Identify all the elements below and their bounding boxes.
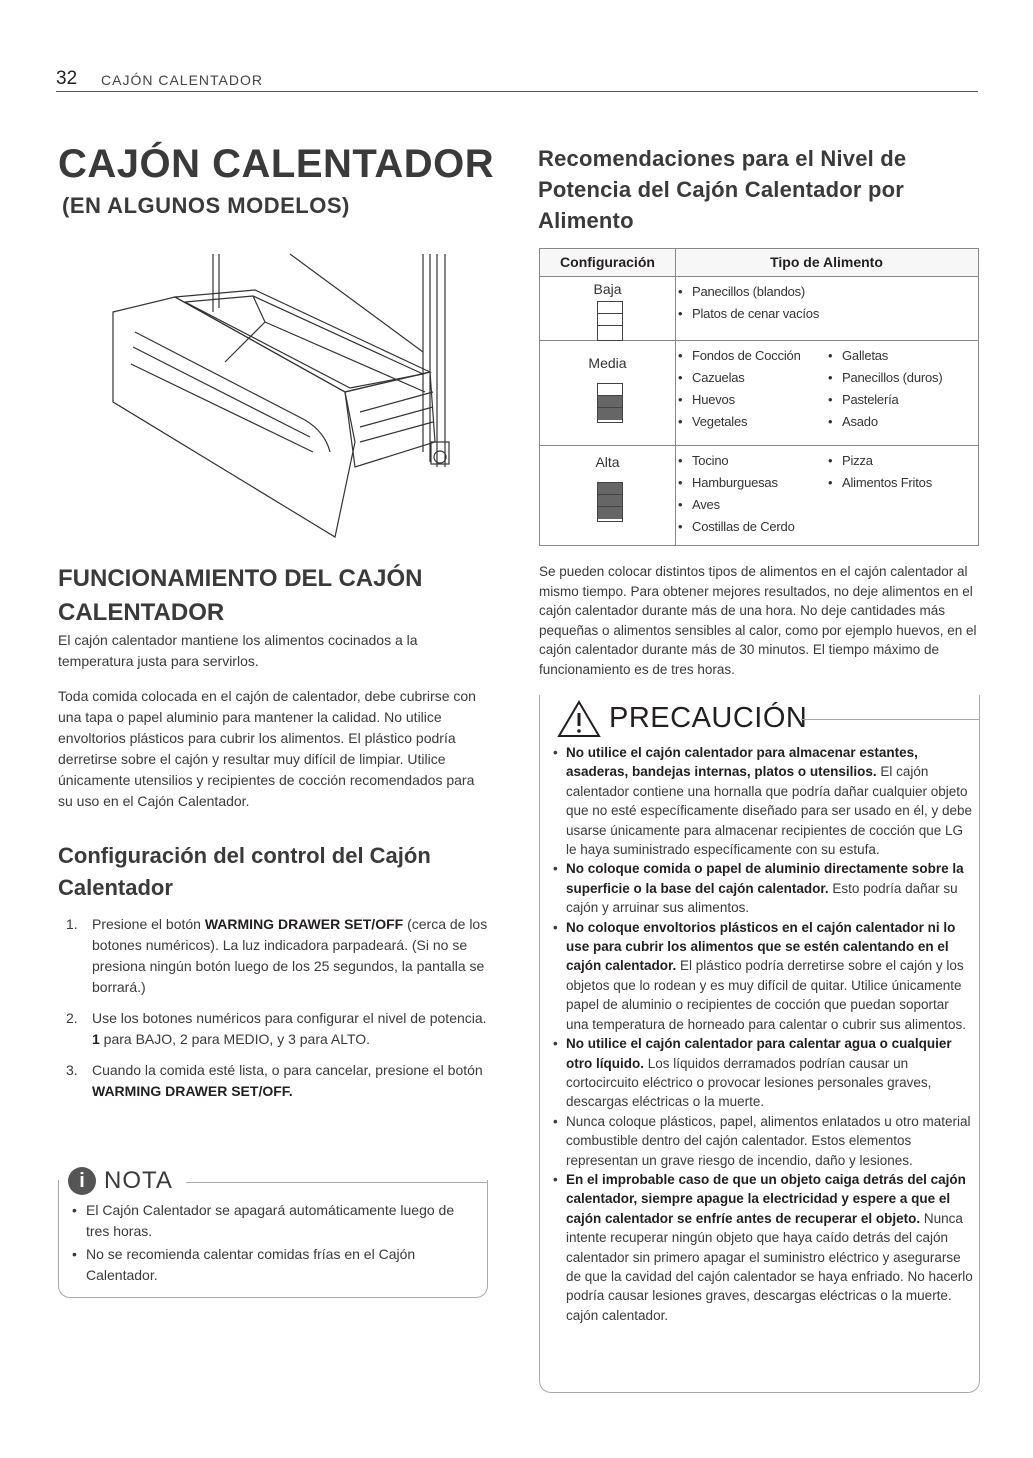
table-row-media (540, 341, 978, 446)
food-item: • Alimentos Fritos (828, 472, 932, 494)
step-number: 2. (66, 1010, 78, 1026)
caution-item: • No utilice el cajón calentador para almacenar estantes, asaderas, bandejas internas, platos o utensilios. El cajón calentador contiene una hornalla que podría dañar cualquier objeto que no esté específicamente diseñado para ser usado en él, y debe usarse únicamente para almacenar recipientes de cocción que LG le haya suministrado específicamente con su estufa. (553, 745, 973, 858)
caution-header (539, 700, 980, 740)
level-bars-icon (597, 301, 623, 341)
note-info-icon: i (68, 1167, 96, 1195)
note-items (72, 1200, 472, 1288)
step-number: 1. (66, 916, 78, 932)
recommendations-paragraph: Se pueden colocar distintos tipos de alimentos en el cajón calentador al mismo tiempo. Para obtener mejores resultados, no deje alimentos en el cajón calentador durante más de una hora. No deje cantidades más pequeñas o alimentos sensibles al calor, como por ejemplo huevos, en el cajón calentador durante más de 30 minutos. El tiempo máximo de funcionamiento es de tres horas. (539, 564, 977, 677)
food-list (678, 345, 801, 433)
food-item: • Hamburguesas (678, 472, 795, 494)
step-item (66, 914, 488, 998)
note-divider (186, 1182, 488, 1183)
power-level-table (539, 248, 979, 546)
level-bars-icon (597, 383, 623, 423)
step-text: Use los botones numéricos para configurar el nivel de potencia. 1 para BAJO, 2 para MEDIO, y 3 para ALTO. (92, 1010, 487, 1047)
note-item: • El Cajón Calentador se apagará automáticamente luego de tres horas. (72, 1202, 455, 1239)
page-header (56, 68, 978, 92)
food-list (828, 345, 942, 433)
header-section-title: CAJÓN CALENTADOR (101, 72, 263, 88)
caution-item: • Nunca coloque plásticos, papel, alimentos enlatados u otro material combustible dentro del cajón calentador. Estos elementos representan un grave riesgo de incendio, daño y lesiones. (553, 1113, 971, 1168)
caution-item: • No coloque envoltorios plásticos en el cajón calentador ni lo use para cubrir los alimentos que se estén calentando en el cajón calentador. El plástico podría derretirse sobre el cajón y los objetos que lo rodean y es muy difícil de quitar. Utilice únicamente papel de aluminio o recipientes de cocción que puedan soportar una temperatura de horneado para calentar o cubrir sus alimentos. (553, 919, 966, 1032)
caution-divider (801, 719, 980, 720)
table-header-tipo-alimento: Tipo de Alimento (770, 254, 883, 270)
funcionamiento-paragraph-2: Toda comida colocada en el cajón de calentador, debe cubrirse con una tapa o papel aluminio para mantener la calidad. No utilice envoltorios plásticos para cubrir los alimentos. El plástico podría derretirse sobre el cajón y resultar muy difícil de limpiar. Utilice únicamente utensilios y recipientes de cocción recomendados para su uso en el Cajón Calentador. (58, 688, 476, 809)
level-bars-icon (597, 482, 623, 522)
page-subtitle: (EN ALGUNOS MODELOS) (62, 193, 350, 218)
step-item (66, 1060, 488, 1102)
food-item: • Panecillos (blandos) (678, 281, 819, 303)
section-title-configuracion: Configuración del control del Cajón Calentador (58, 843, 431, 900)
caution-label: PRECAUCIÓN (609, 702, 808, 734)
note-item: • No se recomienda calentar comidas frías en el Cajón Calentador. (72, 1246, 416, 1283)
food-item: • Aves (678, 494, 795, 516)
food-item: • Platos de cenar vacíos (678, 303, 819, 325)
table-header-configuracion: Configuración (560, 254, 655, 270)
section-title-funcionamiento: FUNCIONAMIENTO DEL CAJÓN CALENTADOR (58, 565, 423, 626)
note-header (58, 1165, 488, 1205)
level-label: Media (588, 355, 627, 371)
configuration-steps (66, 914, 488, 1112)
food-item: • Pizza (828, 450, 932, 472)
note-label: NOTA (104, 1167, 173, 1194)
warming-drawer-illustration (105, 252, 475, 547)
food-item: • Tocino (678, 450, 795, 472)
food-item: • Panecillos (duros) (828, 367, 942, 389)
section-title-recomendaciones: Recomendaciones para el Nivel de Potencia del Cajón Calentador por Alimento (538, 146, 907, 233)
caution-items (553, 743, 975, 1325)
table-row-baja (540, 277, 978, 341)
food-item: • Fondos de Cocción (678, 345, 801, 367)
step-item (66, 1008, 488, 1050)
step-text: Presione el botón WARMING DRAWER SET/OFF (cerca de los botones numéricos). La luz indicadora parpadeará. (Si no se presiona ningún botón luego de los 25 segundos, la pantalla se borrará.) (92, 916, 488, 995)
food-item: • Vegetales (678, 411, 801, 433)
food-list (828, 450, 932, 494)
level-label: Alta (595, 454, 620, 470)
food-item: • Galletas (828, 345, 942, 367)
funcionamiento-paragraph-1: El cajón calentador mantiene los alimentos cocinados a la temperatura justa para servirlos. (58, 632, 418, 669)
caution-item: • No utilice el cajón calentador para calentar agua o cualquier otro líquido. Los líquidos derramados podrían causar un cortocircuito eléctrico o provocar lesiones personales graves, descargas eléctricas o la muerte. (553, 1036, 952, 1110)
page-number: 32 (56, 68, 78, 89)
page-title: CAJÓN CALENTADOR (58, 142, 495, 186)
food-item: • Pastelería (828, 389, 942, 411)
warning-triangle-icon (557, 700, 601, 738)
food-item: • Cazuelas (678, 367, 801, 389)
food-item: • Huevos (678, 389, 801, 411)
level-label: Baja (593, 281, 622, 297)
step-number: 3. (66, 1062, 78, 1078)
table-header (540, 249, 978, 277)
step-text: Cuando la comida esté lista, o para cancelar, presione el botón WARMING DRAWER SET/OFF. (92, 1062, 483, 1099)
food-list (678, 281, 819, 325)
food-item: • Asado (828, 411, 942, 433)
caution-item: • No coloque comida o papel de aluminio directamente sobre la superficie o la base del cajón calentador. Esto podría dañar su cajón y arruinar sus alimentos. (553, 861, 964, 916)
food-list (678, 450, 795, 538)
table-row-alta (540, 446, 978, 545)
food-item: • Costillas de Cerdo (678, 516, 795, 538)
caution-item: • En el improbable caso de que un objeto caiga detrás del cajón calentador, siempre apague la electricidad y espere a que el cajón calentador se enfríe antes de recuperar el objeto. Nunca intente recuperar ningún objeto que haya caído detrás del cajón calentador sin primero apagar el suministro eléctrico y asegurarse de que la cavidad del cajón calentador se haya enfriado. No hacerlo podría causar lesiones graves, descargas eléctricas o la muerte. cajón calentador. (553, 1171, 973, 1323)
